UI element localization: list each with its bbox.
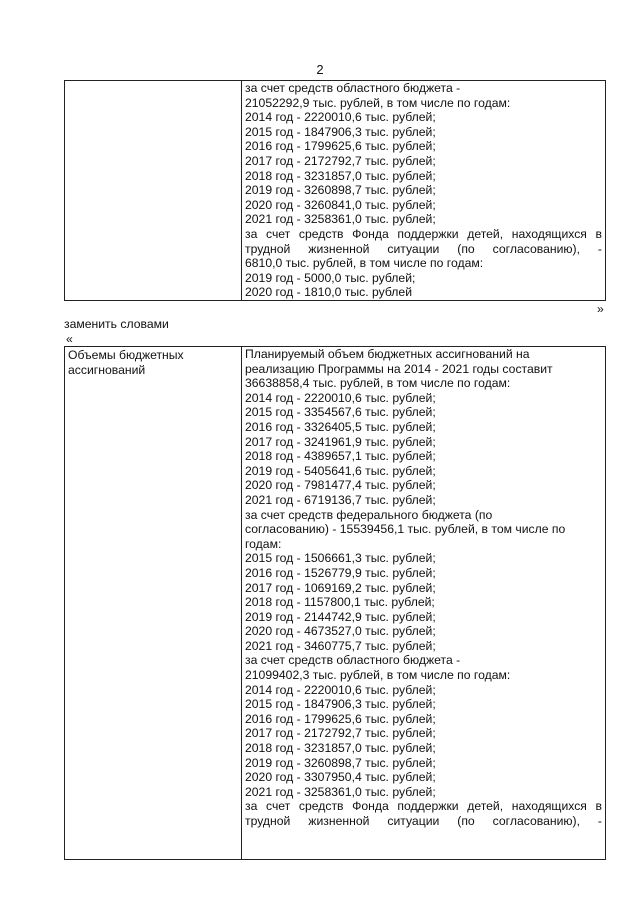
table-replacement-right-cell [242, 347, 605, 829]
table-original-right-cell [242, 81, 605, 300]
text-line: трудной жизненной ситуации (по согласованию), - [245, 814, 602, 828]
text-line: трудной жизненной ситуации (по согласованию), - [245, 241, 602, 256]
closing-quote: » [597, 302, 604, 316]
table-replacement-left-cell [65, 347, 242, 859]
text-line: 2014 год - 2220010,6 тыс. рублей; [245, 390, 436, 405]
text-line: 2016 год - 3326405,5 тыс. рублей; [245, 419, 436, 434]
text-line: 2017 год - 1069169,2 тыс. рублей; [245, 580, 436, 595]
text-line: 2014 год - 2220010,6 тыс. рублей; [245, 110, 436, 125]
text-line: 2021 год - 3258361,0 тыс. рублей; [245, 784, 436, 799]
text-line: 2018 год - 3231857,0 тыс. рублей; [245, 168, 436, 183]
text-line: 2016 год - 1799625,6 тыс. рублей; [245, 711, 436, 726]
text-line: 2019 год - 2144742,9 тыс. рублей; [245, 609, 436, 624]
text-line: 2017 год - 2172792,7 тыс. рублей; [245, 726, 436, 741]
text-line: 2020 год - 7981477,4 тыс. рублей; [245, 478, 436, 493]
text-line: 2020 год - 3260841,0 тыс. рублей; [245, 197, 436, 212]
page-number: 2 [316, 62, 324, 77]
text-line: 36638858,4 тыс. рублей, в том числе по годам: [245, 376, 511, 391]
text-line: 2021 год - 3258361,0 тыс. рублей; [245, 212, 436, 227]
text-line: 2019 год - 3260898,7 тыс. рублей; [245, 183, 436, 198]
text-line: 2017 год - 3241961,9 тыс. рублей; [245, 434, 436, 449]
text-line: 2021 год - 3460775,7 тыс. рублей; [245, 638, 436, 653]
text-line: 2017 год - 2172792,7 тыс. рублей; [245, 153, 436, 168]
text-line: годам: [245, 536, 282, 551]
text-line: 2015 год - 3354567,6 тыс. рублей; [245, 405, 436, 420]
text-line: 21052292,9 тыс. рублей, в том числе по годам: [245, 95, 511, 110]
text-line: реализацию Программы на 2014 - 2021 годы составит [245, 361, 553, 376]
text-line: 2016 год - 1799625,6 тыс. рублей; [245, 139, 436, 154]
text-line: 2015 год - 1847906,3 тыс. рублей; [245, 697, 436, 712]
text-line: 2016 год - 1526779,9 тыс. рублей; [245, 565, 436, 580]
text-line: 6810,0 тыс. рублей, в том числе по годам: [245, 256, 484, 271]
table-replacement [64, 346, 606, 860]
text-line: 2020 год - 1810,0 тыс. рублей [245, 285, 412, 300]
table-original-fragment [64, 80, 606, 301]
text-line: 2019 год - 5000,0 тыс. рублей; [245, 270, 416, 285]
text-line: согласованию) - 15539456,1 тыс. рублей, в том числе по [245, 522, 566, 537]
text-line: 2019 год - 5405641,6 тыс. рублей; [245, 463, 436, 478]
text-line: Планируемый объем бюджетных ассигнований на [245, 347, 530, 361]
text-line: за счет средств федерального бюджета (по [245, 507, 493, 522]
text-line: 2018 год - 4389657,1 тыс. рублей; [245, 449, 436, 464]
text-line: 2015 год - 1847906,3 тыс. рублей; [245, 124, 436, 139]
text-line: за счет средств Фонда поддержки детей, находящихся в [245, 799, 602, 814]
text-line: 2021 год - 6719136,7 тыс. рублей; [245, 492, 436, 507]
text-line: за счет средств областного бюджета - [245, 81, 461, 95]
text-line: 2020 год - 3307950,4 тыс. рублей; [245, 770, 436, 785]
text-line: 2019 год - 3260898,7 тыс. рублей; [245, 755, 436, 770]
text-line: 2015 год - 1506661,3 тыс. рублей; [245, 551, 436, 566]
text-line: 2020 год - 4673527,0 тыс. рублей; [245, 624, 436, 639]
table-original-left-cell [65, 81, 242, 300]
text-line: 2014 год - 2220010,6 тыс. рублей; [245, 682, 436, 697]
replace-instruction: заменить словами [64, 317, 169, 331]
text-line: ассигнований [68, 362, 146, 377]
text-line: за счет средств областного бюджета - [245, 653, 461, 668]
text-line: Объемы бюджетных [68, 348, 184, 362]
text-line: 2018 год - 3231857,0 тыс. рублей; [245, 741, 436, 756]
text-line: 2018 год - 1157800,1 тыс. рублей; [245, 595, 435, 610]
opening-quote: « [66, 332, 73, 346]
text-line: за счет средств Фонда поддержки детей, находящихся в [245, 226, 602, 241]
text-line: 21099402,3 тыс. рублей, в том числе по годам: [245, 668, 511, 683]
